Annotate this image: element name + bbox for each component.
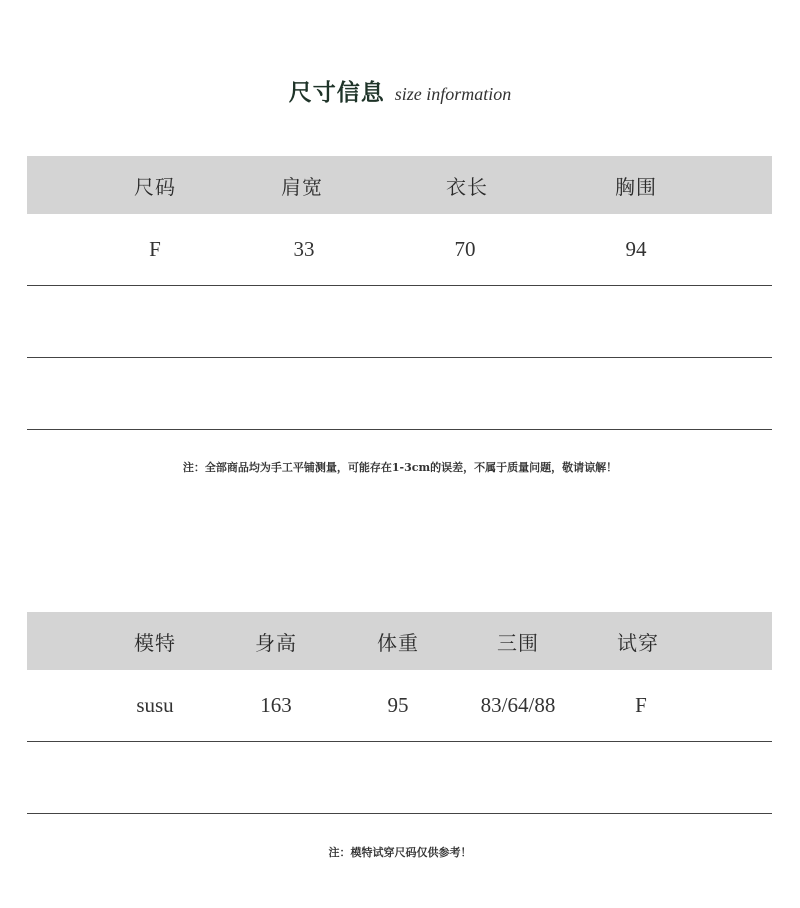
header-shoulder: 肩宽 [281, 174, 323, 199]
header-size: 尺码 [134, 174, 176, 199]
table-row [27, 286, 772, 358]
cell-size: F [149, 237, 161, 261]
header-weight: 体重 [377, 630, 419, 655]
header-bust: 胸围 [615, 174, 657, 199]
cell-bust: 94 [625, 237, 647, 261]
page-title [0, 74, 800, 107]
size-table-header [27, 156, 772, 214]
cell-height: 163 [260, 693, 292, 717]
model-table-header [27, 612, 772, 670]
cell-weight: 95 [387, 693, 409, 717]
header-height: 身高 [255, 630, 297, 655]
header-measurements: 三围 [497, 630, 539, 655]
header-tryon: 试穿 [617, 630, 659, 655]
model-note: 注：模特试穿尺码仅供参考！ [328, 846, 472, 859]
cell-tryon: F [635, 693, 647, 717]
cell-model: susu [136, 693, 174, 717]
cell-shoulder: 33 [293, 237, 315, 261]
title-chinese: 尺寸信息 [288, 79, 385, 106]
header-length: 衣长 [446, 174, 488, 199]
header-model: 模特 [134, 630, 176, 655]
table-row [27, 670, 772, 742]
cell-length: 70 [454, 237, 476, 261]
title-english: size information [394, 84, 512, 104]
cell-measurements: 83/64/88 [480, 693, 556, 717]
model-table [27, 612, 772, 814]
table-row [27, 358, 772, 430]
table-row [27, 214, 772, 286]
size-note: 注：全部商品均为手工平铺测量，可能存在1-3cm的误差，不属于质量问题，敬请谅解！ [182, 461, 618, 474]
table-row [27, 742, 772, 814]
size-table [27, 156, 772, 430]
